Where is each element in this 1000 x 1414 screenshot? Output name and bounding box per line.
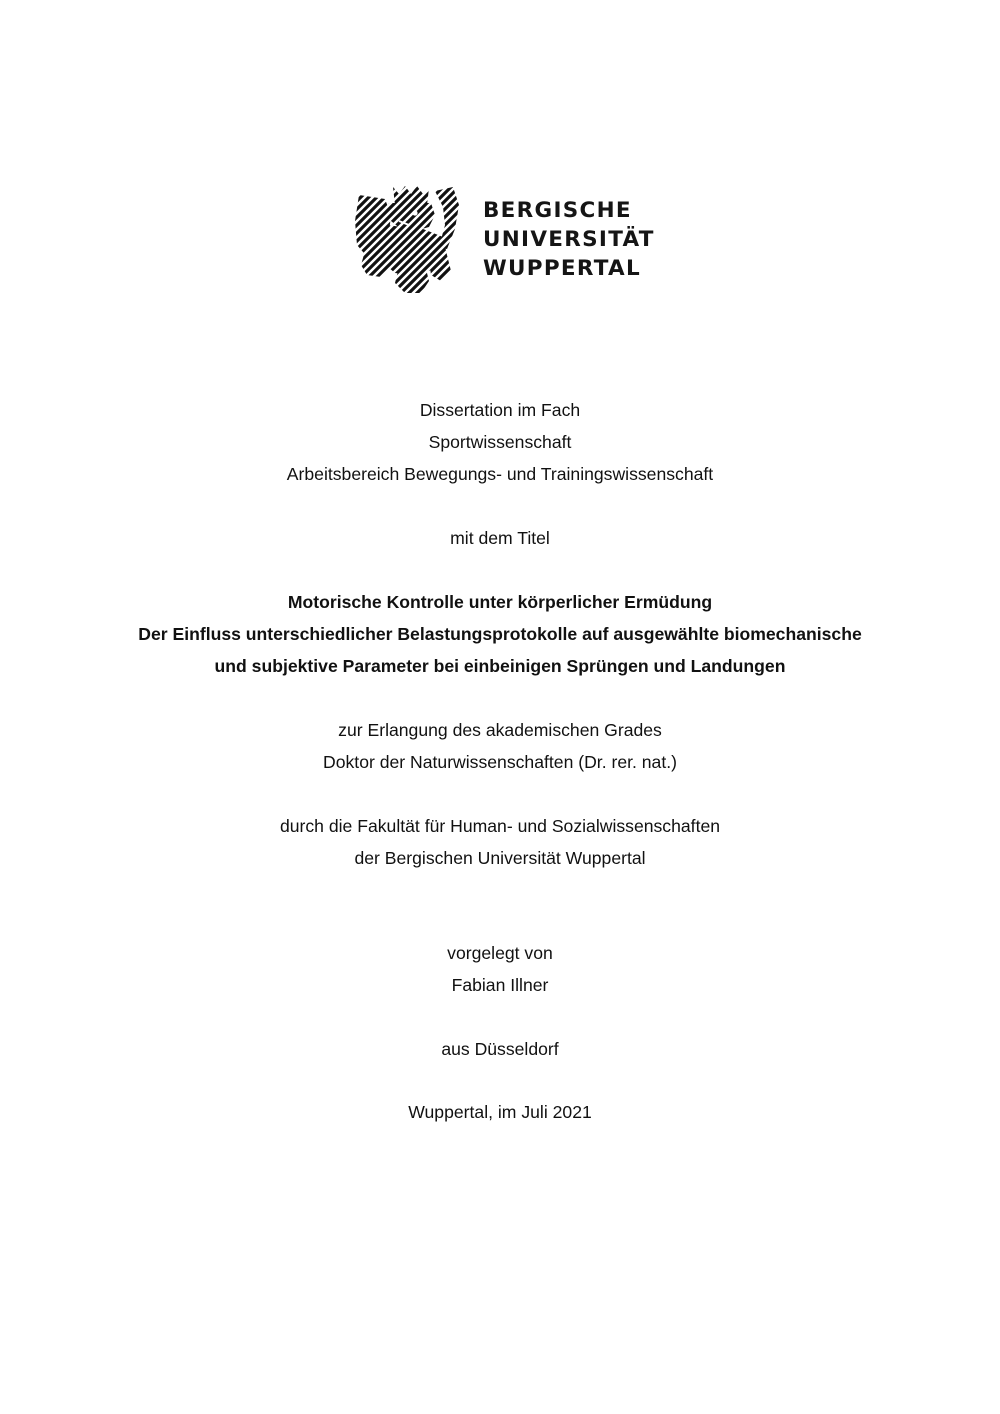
author-name: Fabian Illner xyxy=(451,975,549,995)
faculty-name: durch die Fakultät für Human- und Sozialwissenschaften xyxy=(279,816,721,836)
title-subtitle-line-1: Der Einfluss unterschiedlicher Belastungsprotokolle auf ausgewählte biomechanische xyxy=(138,624,862,644)
university-full-name: der Bergischen Universität Wuppertal xyxy=(354,848,646,868)
title-main: Motorische Kontrolle unter körperlicher Ermüdung xyxy=(287,592,713,612)
logo-line-2: UNIVERSITÄT xyxy=(483,227,655,252)
university-logo xyxy=(355,185,655,295)
subject-name: Sportwissenschaft xyxy=(428,432,572,452)
logo-line-1: BERGISCHE xyxy=(483,198,632,223)
subject-line: Dissertation im Fach xyxy=(419,400,581,420)
wuppertal-lion-icon xyxy=(355,185,459,293)
author-origin: aus Düsseldorf xyxy=(441,1039,559,1059)
submitted-by-label: vorgelegt von xyxy=(447,943,553,963)
degree-name: Doktor der Naturwissenschaften (Dr. rer. nat.) xyxy=(323,752,677,772)
logo-line-3: WUPPERTAL xyxy=(483,256,642,281)
place-and-date: Wuppertal, im Juli 2021 xyxy=(408,1102,592,1122)
title-subtitle-line-2: und subjektive Parameter bei einbeinigen Sprüngen und Landungen xyxy=(214,656,786,676)
degree-purpose: zur Erlangung des akademischen Grades xyxy=(338,720,662,740)
title-intro: mit dem Titel xyxy=(450,528,550,548)
department-name: Arbeitsbereich Bewegungs- und Trainingswissenschaft xyxy=(286,464,714,484)
university-name xyxy=(483,196,655,283)
